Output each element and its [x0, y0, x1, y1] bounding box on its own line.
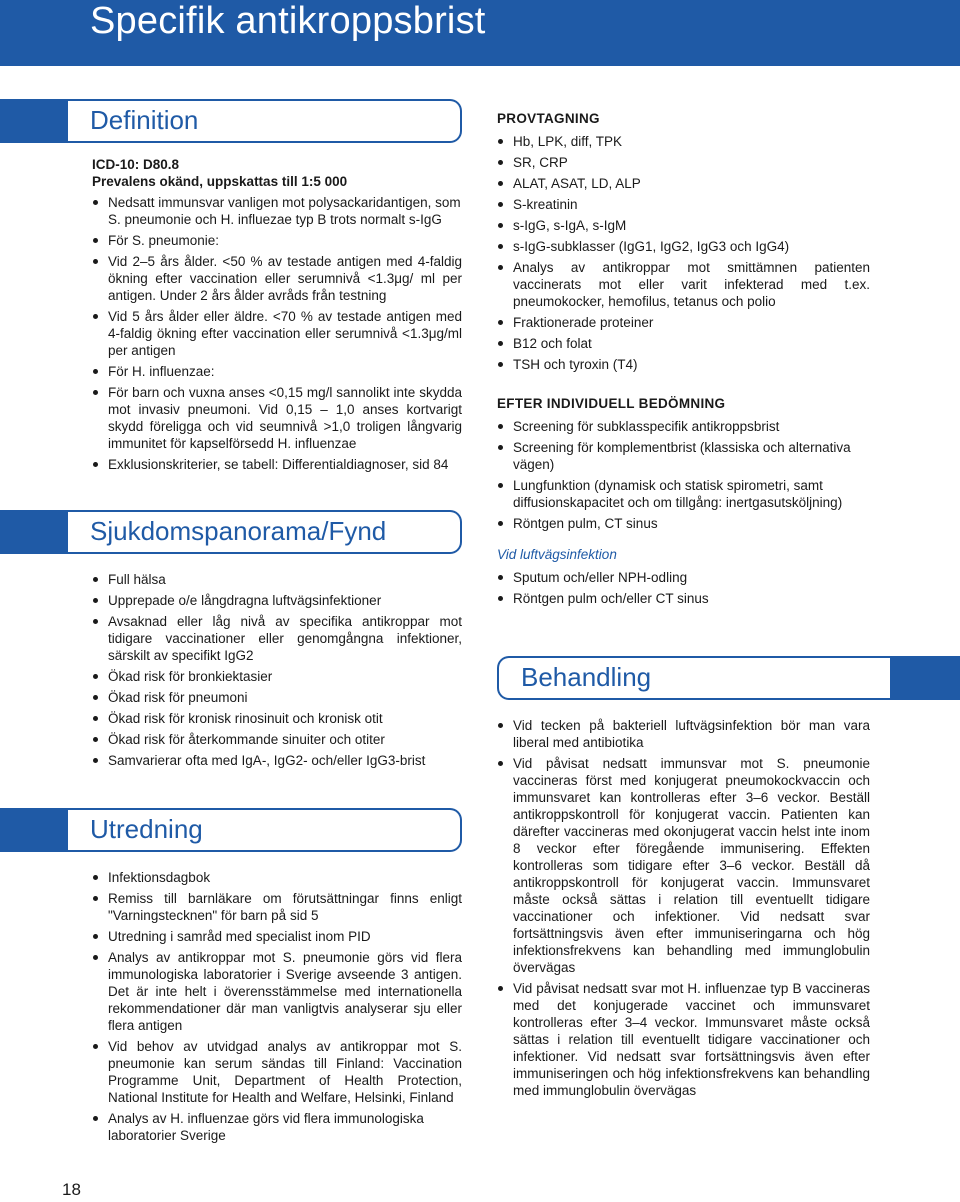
title-banner — [68, 0, 960, 66]
list-item: Upprepade o/e långdragna luftvägsinfektioner — [92, 592, 462, 609]
page-number: 18 — [62, 1180, 81, 1199]
list-item: Analys av antikroppar mot S. pneumonie görs vid flera immunologiska laboratorier i Sverige avseende 3 antigen. Det är inte helt i överensstämmelse med internationella rekommendationer där man vanligtvis analyserar sju eller flera antigen — [92, 949, 462, 1034]
list-item: Hb, LPK, diff, TPK — [497, 133, 870, 150]
list-item: S-kreatinin — [497, 196, 870, 213]
list-item: B12 och folat — [497, 335, 870, 352]
list-item: Ökad risk för återkommande sinuiter och otiter — [92, 731, 462, 748]
definition-tab — [68, 99, 462, 143]
sjukdom-list — [92, 571, 462, 769]
luftvag-list — [497, 569, 870, 607]
list-item: Röntgen pulm och/eller CT sinus — [497, 590, 870, 607]
right-strip-behandling — [890, 656, 960, 700]
utredning-tab — [68, 808, 462, 852]
list-item: Vid 2–5 års ålder. <50 % av testade antigen med 4-faldig ökning efter vaccination eller serumnivå <1.3μg/ ml per antigen. Under 2 års ålder avråds från testning — [92, 253, 462, 304]
utredning-section — [92, 869, 462, 1148]
list-item: Ökad risk för kronisk rinosinuit och kronisk otit — [92, 710, 462, 727]
efter-list — [497, 418, 870, 532]
efter-heading: EFTER INDIVIDUELL BEDÖMNING — [497, 396, 726, 411]
list-item: Vid påvisat nedsatt svar mot H. influenzae typ B vaccineras med det konjugerade vaccinet och immunsvaret kontrolleras efter 3–4 veckor. Immunsvaret måste också sättas i relation till eventuellt tidigare vaccinationer och infektioner. Vid nedsatt svar fortsättningsvis även efter immuniseringen och hög infektionsfrekvens kan behandling med immunglobulin övervägas — [497, 980, 870, 1099]
definition-heading: Definition — [90, 105, 199, 135]
list-item: Lungfunktion (dynamisk och statisk spirometri, samt diffusionskapacitet och om tillgång: inertgasutsköljning) — [497, 477, 870, 511]
icd-code: ICD-10: D80.8 — [92, 157, 180, 172]
list-item: Screening för komplementbrist (klassiska och alternativa vägen) — [497, 439, 870, 473]
prevalence: Prevalens okänd, uppskattas till 1:5 000 — [92, 174, 348, 189]
list-item: Infektionsdagbok — [92, 869, 462, 886]
behandling-list — [497, 717, 870, 1099]
list-item: Analys av H. influenzae görs vid flera immunologiska laboratorier Sverige — [92, 1110, 462, 1144]
provtagning-section — [497, 110, 870, 611]
list-item: Vid 5 års ålder eller äldre. <70 % av testade antigen med 4-faldig ökning efter vaccination eller serumnivå <1.3μg/ml per antigen — [92, 308, 462, 359]
list-item: Remiss till barnläkare om förutsättningar finns enligt "Varningstecknen" för barn på sid 5 — [92, 890, 462, 924]
list-item: ALAT, ASAT, LD, ALP — [497, 175, 870, 192]
list-item: SR, CRP — [497, 154, 870, 171]
list-item: Sputum och/eller NPH-odling — [497, 569, 870, 586]
behandling-tab — [497, 656, 890, 700]
list-item: s-IgG, s-IgA, s-IgM — [497, 217, 870, 234]
list-item: Ökad risk för pneumoni — [92, 689, 462, 706]
left-strip-utredning — [0, 808, 68, 852]
definition-section — [92, 156, 462, 477]
left-strip-sjukdom — [0, 510, 68, 554]
list-item: Röntgen pulm, CT sinus — [497, 515, 870, 532]
list-item: Analys av antikroppar mot smittämnen patienten vaccinerats mot eller varit infekterad med t.ex. pneumokocker, hemofilus, tetanus och polio — [497, 259, 870, 310]
list-item: Vid tecken på bakteriell luftvägsinfektion bör man vara liberal med antibiotika — [497, 717, 870, 751]
behandling-section — [497, 717, 870, 1103]
list-item: Vid påvisat nedsatt immunsvar mot S. pneumonie vaccineras först med konjugerat pneumokockvaccin och immunsvaret kan kontrolleras efter 3–6 veckor. Beställ antikroppskontroll för konjugerat vaccin. Patienten kan därefter vaccineras med okonjugerat vaccin helst inte inom 8 veckor efter föregående immunisering. Effekten kontrolleras som tidigare efter 3–6 veckor. Beställ då antikroppskontroll för konjugerat vaccin. Immunsvaret måste också sättas i relation till eventuellt tidigare vaccinationer och infektioner. Vid nedsatt svar fortsättningsvis även efter immuniseringarna och hög infektionsfrekvens kan behandling med immunglobulin övervägas — [497, 755, 870, 976]
left-strip-definition — [0, 99, 68, 143]
provtagning-heading: PROVTAGNING — [497, 111, 600, 126]
list-item: Ökad risk för bronkiektasier — [92, 668, 462, 685]
list-item: Samvarierar ofta med IgA-, IgG2- och/eller IgG3-brist — [92, 752, 462, 769]
page-title: Specifik antikroppsbrist — [90, 0, 486, 42]
luftvag-subheading: Vid luftvägsinfektion — [497, 547, 617, 562]
list-item: Utredning i samråd med specialist inom PID — [92, 928, 462, 945]
definition-list — [92, 194, 462, 473]
list-item: Screening för subklasspecifik antikroppsbrist — [497, 418, 870, 435]
list-item: Exklusionskriterier, se tabell: Differentialdiagnoser, sid 84 — [92, 456, 462, 473]
list-item: För H. influenzae: — [92, 363, 462, 380]
behandling-heading: Behandling — [521, 662, 652, 692]
sjukdom-tab — [68, 510, 462, 554]
list-item: Avsaknad eller låg nivå av specifika antikroppar mot tidigare vaccinationer eller genomgångna infektioner, särskilt av specifikt IgG2 — [92, 613, 462, 664]
utredning-list — [92, 869, 462, 1144]
list-item: Nedsatt immunsvar vanligen mot polysackaridantigen, som S. pneumonie och H. influezae typ B trots normalt s-IgG — [92, 194, 462, 228]
list-item: Full hälsa — [92, 571, 462, 588]
sjukdom-section — [92, 571, 462, 773]
sjukdom-heading: Sjukdomspanorama/Fynd — [90, 516, 387, 546]
list-item: För S. pneumonie: — [92, 232, 462, 249]
left-strip-top — [0, 0, 68, 66]
provtagning-list — [497, 133, 870, 373]
list-item: s-IgG-subklasser (IgG1, IgG2, IgG3 och IgG4) — [497, 238, 870, 255]
list-item: Vid behov av utvidgad analys av antikroppar mot S. pneumonie kan serum sändas till Finland: Vaccination Programme Unit, Department of Health Protection, National Institute for Health and Welfare, Helsinki, Finland — [92, 1038, 462, 1106]
list-item: Fraktionerade proteiner — [497, 314, 870, 331]
list-item: För barn och vuxna anses <0,15 mg/l sannolikt inte skydda mot invasiv pneumoni. Vid 0,15 – 1,0 anses kortvarigt skydd föreligga och vid seumnivå >1,0 troligen långvarig immunitet för kapselförsedd H. influenzae — [92, 384, 462, 452]
list-item: TSH och tyroxin (T4) — [497, 356, 870, 373]
utredning-heading: Utredning — [90, 814, 203, 844]
